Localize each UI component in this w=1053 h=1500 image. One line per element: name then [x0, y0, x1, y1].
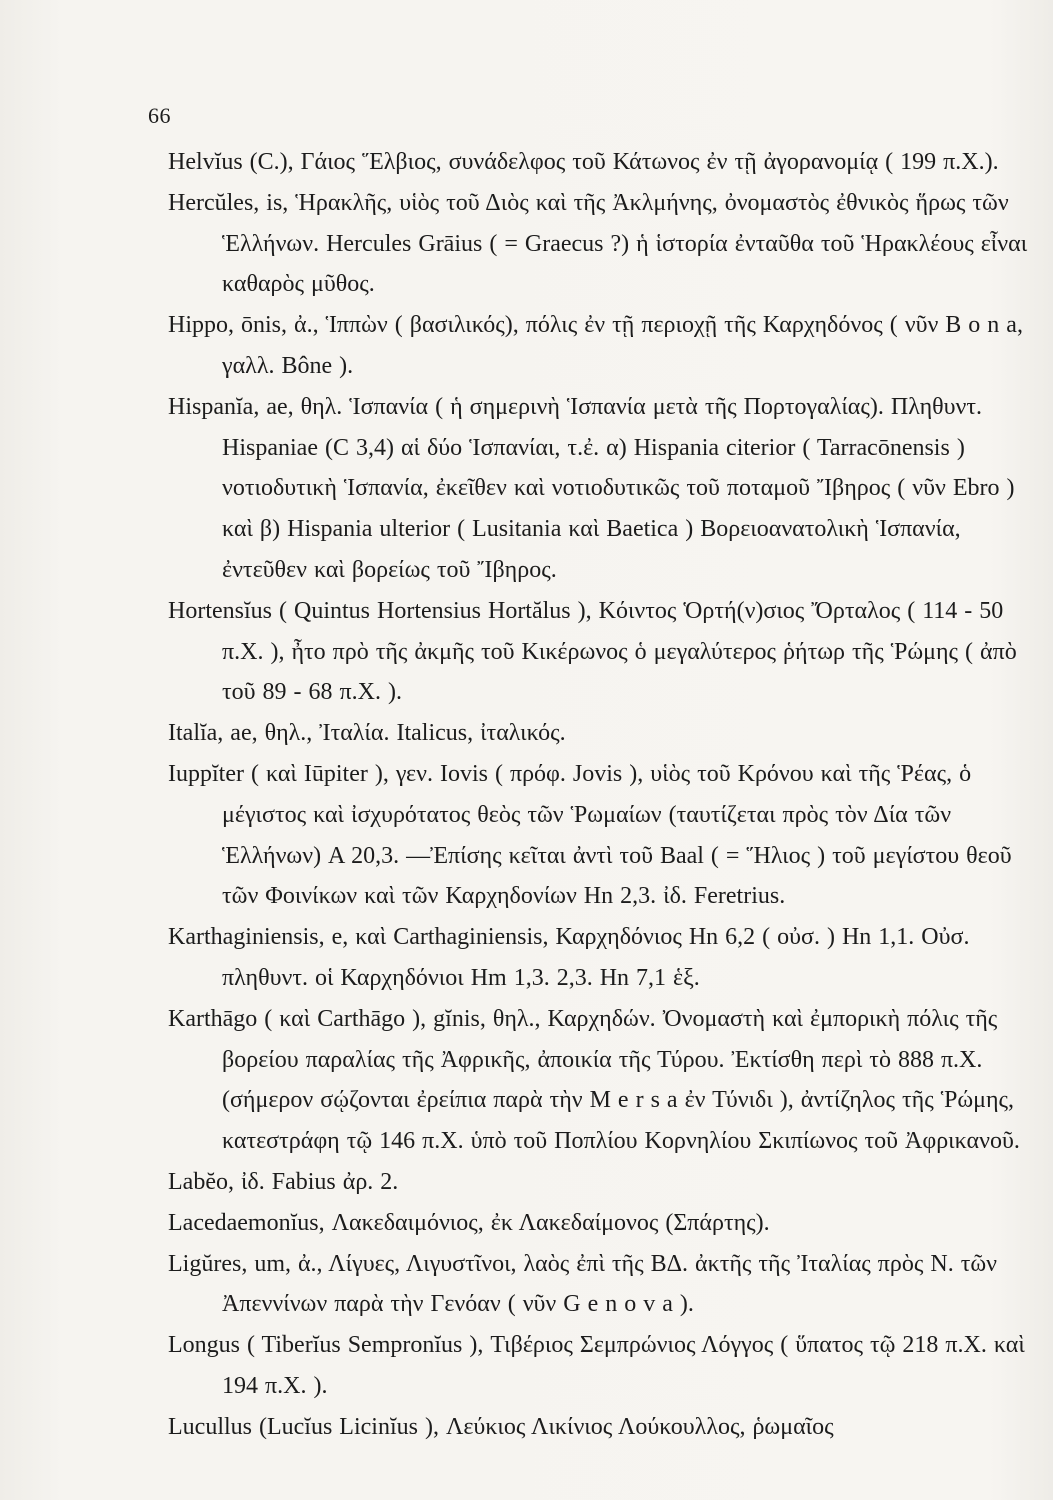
- dictionary-entries: [168, 142, 1038, 1448]
- entry-hippo: Hippo, ōnis, ἀ., Ἱππὼν ( βασιλικός), πόλις ἐν τῇ περιοχῇ τῆς Καρχηδόνος ( νῦν B o n a, γαλλ. Bône ).: [168, 312, 1023, 379]
- entry-hispania: Hispanĭa, ae, θηλ. Ἱσπανία ( ἡ σημερινὴ Ἱσπανία μετὰ τῆς Πορτογαλίας). Πληθυντ. Hispaniae (C 3,4) αἱ δύο Ἱσπανίαι, τ.ἐ. α) Hispania citerior ( Tarracōnensis ) νοτιοδυτικὴ Ἱσπανία, ἐκεῖθεν καὶ νοτιοδυτικῶς τοῦ ποταμοῦ Ἴβηρος ( νῦν Ebro ) καὶ β) Hispania ulterior ( Lusitania καὶ Baetica ) Βορειοανατολικὴ Ἱσπανία, ἐντεῦθεν καὶ βορείως τοῦ Ἴβηρος.: [168, 393, 1015, 583]
- entry-italia: Italĭa, ae, θηλ., Ἰταλία. Italicus, ἰταλικός.: [168, 720, 566, 747]
- page-number: 66: [148, 103, 171, 128]
- entry-longus: Longus ( Tiberĭus Sempronĭus ), Τιβέριος Σεμπρώνιος Λόγγος ( ὕπατος τῷ 218 π.Χ. καὶ 194 π.Χ. ).: [168, 1332, 1025, 1399]
- entry-lucullus: Lucullus (Lucĭus Licinĭus ), Λεύκιος Λικίνιος Λούκουλλος, ῥωμαῖος: [168, 1413, 834, 1440]
- entry-labeo: Labĕo, ἰδ. Fabius ἀρ. 2.: [168, 1168, 399, 1195]
- entry-karthago: Karthāgo ( καὶ Carthāgo ), gĭnis, θηλ., Καρχηδών. Ὀνομαστὴ καὶ ἐμπορικὴ πόλις τῆς βορείου παραλίας τῆς Ἀφρικῆς, ἀποικία τῆς Τύρου. Ἐκτίσθη περὶ τὸ 888 π.Χ. (σήμερον σῴζονται ἐρείπια παρὰ τὴν M e r s a ἐν Τύνιδι ), ἀντίζηλος τῆς Ῥώμης, κατεστράφη τῷ 146 π.Χ. ὑπὸ τοῦ Ποπλίου Κορνηλίου Σκιπίωνος τοῦ Ἀφρικανοῦ.: [168, 1005, 1020, 1155]
- entry-lacedaemonius: Lacedaemonĭus, Λακεδαιμόνιος, ἐκ Λακεδαίμονος (Σπάρτης).: [168, 1209, 770, 1236]
- entry-hortensius: Hortensĭus ( Quintus Hortensius Hortălus ), Κόιντος Ὁρτή(ν)σιος Ὄρταλος ( 114 - 50 π.Χ. ), ἦτο πρὸ τῆς ἀκμῆς τοῦ Κικέρωνος ὁ μεγαλύτερος ῥήτωρ τῆς Ῥώμης ( ἀπὸ τοῦ 89 - 68 π.Χ. ).: [168, 597, 1017, 706]
- entry-ligures: Ligŭres, um, ἀ., Λίγυες, Λιγυστῖνοι, λαὸς ἐπὶ τῆς ΒΔ. ἀκτῆς τῆς Ἰταλίας πρὸς Ν. τῶν Ἀπεννίνων παρὰ τὴν Γενόαν ( νῦν G e n o v a ).: [168, 1250, 998, 1318]
- entry-hercules: Hercŭles, is, Ἡρακλῆς, υἱὸς τοῦ Διὸς καὶ τῆς Ἀκλμήνης, ὀνομαστὸς ἐθνικὸς ἥρως τῶν Ἑλλήνων. Hercules Grāius ( = Graecus ?) ἡ ἱστορία ἐνταῦθα τοῦ Ἡρακλέους εἶναι καθαρὸς μῦθος.: [168, 189, 1028, 298]
- entry-karthaginiensis: Karthaginiensis, e, καὶ Carthaginiensis, Καρχηδόνιος Hn 6,2 ( οὐσ. ) Hn 1,1. Οὐσ. πληθυντ. οἱ Καρχηδόνιοι Hm 1,3. 2,3. Hn 7,1 ἑξ.: [168, 924, 970, 991]
- entry-iuppiter: Iuppĭter ( καὶ Iūpiter ), γεν. Iovis ( πρόφ. Jovis ), υἱὸς τοῦ Κρόνου καὶ τῆς Ῥέας, ὁ μέγιστος καὶ ἰσχυρότατος θεὸς τῶν Ῥωμαίων (ταυτίζεται πρὸς τὸν Δία τῶν Ἑλλήνων) A 20,3. —Ἐπίσης κεῖται ἀντὶ τοῦ Baal ( = Ἥλιος ) τοῦ μεγίστου θεοῦ τῶν Φοινίκων καὶ τῶν Καρχηδονίων Hn 2,3. ἰδ. Feretrius.: [168, 760, 1012, 910]
- entry-helvius: Helvĭus (C.), Γάιος Ἕλβιος, συνάδελφος τοῦ Κάτωνος ἐν τῇ ἀγορανομίᾳ ( 199 π.Χ.).: [168, 149, 999, 175]
